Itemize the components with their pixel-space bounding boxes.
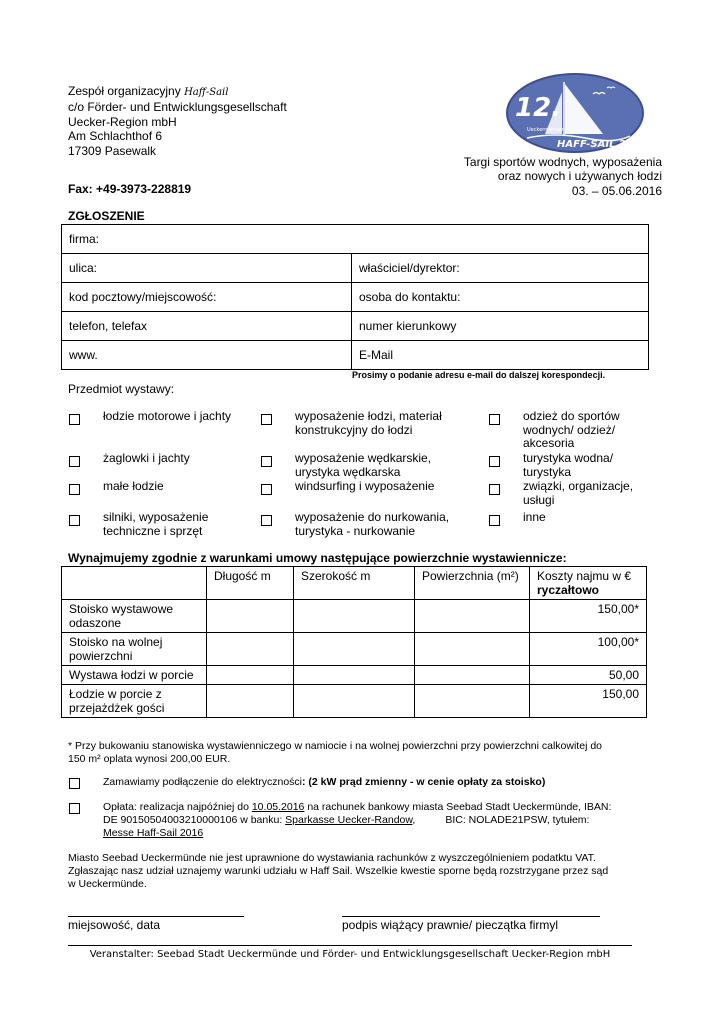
organizer-team: Zespół organizacyjny Haff-Sail <box>68 84 229 98</box>
logo-small-text: Ueckermünder <box>527 127 564 133</box>
signature-label: podpis wiążący prawnie/ pieczątka firmyl <box>342 918 559 932</box>
rental-table <box>61 566 647 718</box>
width-cell[interactable] <box>294 633 415 666</box>
area-cell[interactable] <box>415 666 530 685</box>
footer-text: Veranstalter: Seebad Stadt Ueckermünde und Förder- und Entwicklungsgesellschaft Uecker-Region mbH <box>89 949 611 960</box>
fair-dates: 03. – 05.06.2016 <box>571 183 662 198</box>
rental-header-row <box>62 567 647 600</box>
cost-cell: 50,00 <box>530 666 647 685</box>
row-label: Wystawa łodzi w porcie <box>62 666 207 685</box>
checkbox-windsurfing[interactable] <box>261 484 272 495</box>
category-label: inne <box>523 510 546 524</box>
category-label: małe łodzie <box>103 479 164 493</box>
cost-cell: 150,00* <box>530 600 647 633</box>
checkbox-motorboats[interactable] <box>69 414 80 425</box>
fair-line: oraz nowych i używanych łodzi <box>497 169 662 184</box>
table-row <box>62 685 647 718</box>
fax-number: Fax: +49-3973-228819 <box>68 182 192 196</box>
table-row <box>62 666 647 685</box>
row-label: Stoisko wystawowe odaszone <box>62 600 207 633</box>
place-date-label: miejsowość, data <box>68 918 161 932</box>
address-line: Uecker-Region mbH <box>68 114 177 129</box>
form-title: ZGŁOSZENIE <box>68 209 145 223</box>
exhibits-title: Przedmiot wystawy: <box>68 382 175 396</box>
address-line: c/o Förder- und Entwicklungsgesellschaft <box>68 100 287 115</box>
checkbox-sailboats[interactable] <box>69 456 80 467</box>
logo-name: HAFF-SAIL 2016 <box>557 139 645 150</box>
length-cell[interactable] <box>207 633 294 666</box>
row-label: Stoisko na wolnej powierzchni <box>62 633 207 666</box>
width-cell[interactable] <box>294 600 415 633</box>
header-cell: Powierzchnia (m²) <box>415 567 530 600</box>
checkbox-clothing[interactable] <box>489 414 500 425</box>
header-cell: Koszty najmu w € ryczałtowo <box>530 567 647 600</box>
firma-field[interactable]: firma: <box>62 225 649 254</box>
kod-field[interactable]: kod pocztowy/miejscowość: <box>62 283 352 312</box>
checkbox-electricity[interactable] <box>69 778 80 789</box>
category-label: łodzie motorowe i jachty <box>103 409 232 423</box>
payment-deadline: 10.05.2016 <box>251 801 305 813</box>
width-cell[interactable] <box>294 666 415 685</box>
checkbox-fishing[interactable] <box>261 456 272 467</box>
ulica-field[interactable]: ulica: <box>62 254 352 283</box>
electricity-note: Zamawiamy podłączenie do elektryczności: (2 kW prąd zmienny - w cenie opłaty za stoisko) <box>103 776 546 788</box>
email-note: Prosimy o podanie adresu e-mail do dalszej korespondecji. <box>352 370 606 380</box>
row-label: Łodzie w porcie z przejażdżek gości <box>62 685 207 718</box>
table-row <box>62 633 647 666</box>
header-cell: Szerokość m <box>294 567 415 600</box>
header-cell <box>62 567 207 600</box>
haff-sail-script: Haff-Sail <box>184 87 229 98</box>
checkbox-diving[interactable] <box>261 515 272 526</box>
telefon-field[interactable]: telefon, telefax <box>62 312 352 341</box>
area-cell[interactable] <box>415 633 530 666</box>
osoba-field[interactable]: osoba do kontaktu: <box>352 283 649 312</box>
fair-description <box>402 155 662 198</box>
logo-number: 12. <box>515 93 562 123</box>
payment-title: Messe Haff-Sail 2016 <box>103 827 204 839</box>
checkbox-boat-equipment[interactable] <box>261 414 272 425</box>
organizer-address <box>68 84 368 158</box>
checkbox-water-tourism[interactable] <box>489 456 500 467</box>
checkbox-other[interactable] <box>489 515 500 526</box>
cost-cell: 100,00* <box>530 633 647 666</box>
www-field[interactable]: www. <box>62 341 352 370</box>
bank-name: Sparkasse Uecker-Randow <box>285 814 413 826</box>
area-cell[interactable] <box>415 600 530 633</box>
length-cell[interactable] <box>207 666 294 685</box>
address-line: Am Schlachthof 6 <box>68 129 163 144</box>
category-label: związki, organizacje, usługi <box>523 479 634 507</box>
checkbox-small-boats[interactable] <box>69 484 80 495</box>
address-line: 17309 Pasewalk <box>68 143 157 158</box>
payment-note: Opłata: realizacja najpóźniej do 10.05.2016 na rachunek bankowy miasta Seebad Stadt Ueckermünde, IBAN: DE 90150504003210000106 w banku: Sparkasse Uecker-Randow, BIC: NOLADE21PSW, tytułem: Messe Haff-Sail 2016 <box>103 801 663 840</box>
area-cell[interactable] <box>415 685 530 718</box>
category-label: turystyka wodna/ turystyka <box>523 451 614 479</box>
category-label: żaglowki i jachty <box>103 451 190 465</box>
cost-cell: 150,00 <box>530 685 647 718</box>
vat-note: Miasto Seebad Ueckermünde nie jest uprawnione do wystawiania rachunków z wyszczególnieniem podatktu VAT. Zgłaszając nasz udział uznajemy warunki udziału w Haff Sail. Wszelkie kwestie sporne będą rozstrzygane przez sąd w Ueckermünde. <box>68 852 609 890</box>
table-row <box>62 600 647 633</box>
category-label: windsurfing i wyposażenie <box>295 479 435 493</box>
email-field[interactable]: E-Mail <box>352 341 649 370</box>
signature-line[interactable] <box>342 916 600 917</box>
checkbox-payment[interactable] <box>69 803 80 814</box>
registration-form <box>61 224 649 370</box>
category-label: wyposażenie łodzi, materiał konstrukcyjny do łodzi <box>295 409 442 437</box>
wlasciciel-field[interactable]: właściciel/dyrektor: <box>352 254 649 283</box>
rental-title: Wynajmujemy zgodnie z warunkami umowy następujące powierzchnie wystawiennicze: <box>68 551 567 565</box>
kierunkowy-field[interactable]: numer kierunkowy <box>352 312 649 341</box>
checkbox-associations[interactable] <box>489 484 500 495</box>
footer-divider <box>68 945 632 946</box>
place-date-line[interactable] <box>68 916 244 917</box>
width-cell[interactable] <box>294 685 415 718</box>
category-label: odzież do sportów wodnych/ odzież/ akcesoria <box>523 409 620 450</box>
haff-sail-logo <box>505 72 645 154</box>
length-cell[interactable] <box>207 685 294 718</box>
asterisk-note: * Przy bukowaniu stanowiska wystawienniczego w namiocie i na wolnej powierzchni przy powierzchni calkowitej do 150 m² oplata wynosi 200,00 EUR. <box>68 740 602 765</box>
header-cell: Długość m <box>207 567 294 600</box>
checkbox-engines[interactable] <box>69 515 80 526</box>
logo-graphic <box>505 72 645 154</box>
length-cell[interactable] <box>207 600 294 633</box>
fair-line: Targi sportów wodnych, wyposażenia <box>463 155 662 169</box>
category-label: wyposażenie do nurkowania, turystyka - nurkowanie <box>295 510 450 538</box>
category-label: silniki, wyposażenie techniczne i sprzęt <box>103 510 209 538</box>
category-label: wyposażenie wędkarskie, urystyka wędkarska <box>295 451 432 479</box>
